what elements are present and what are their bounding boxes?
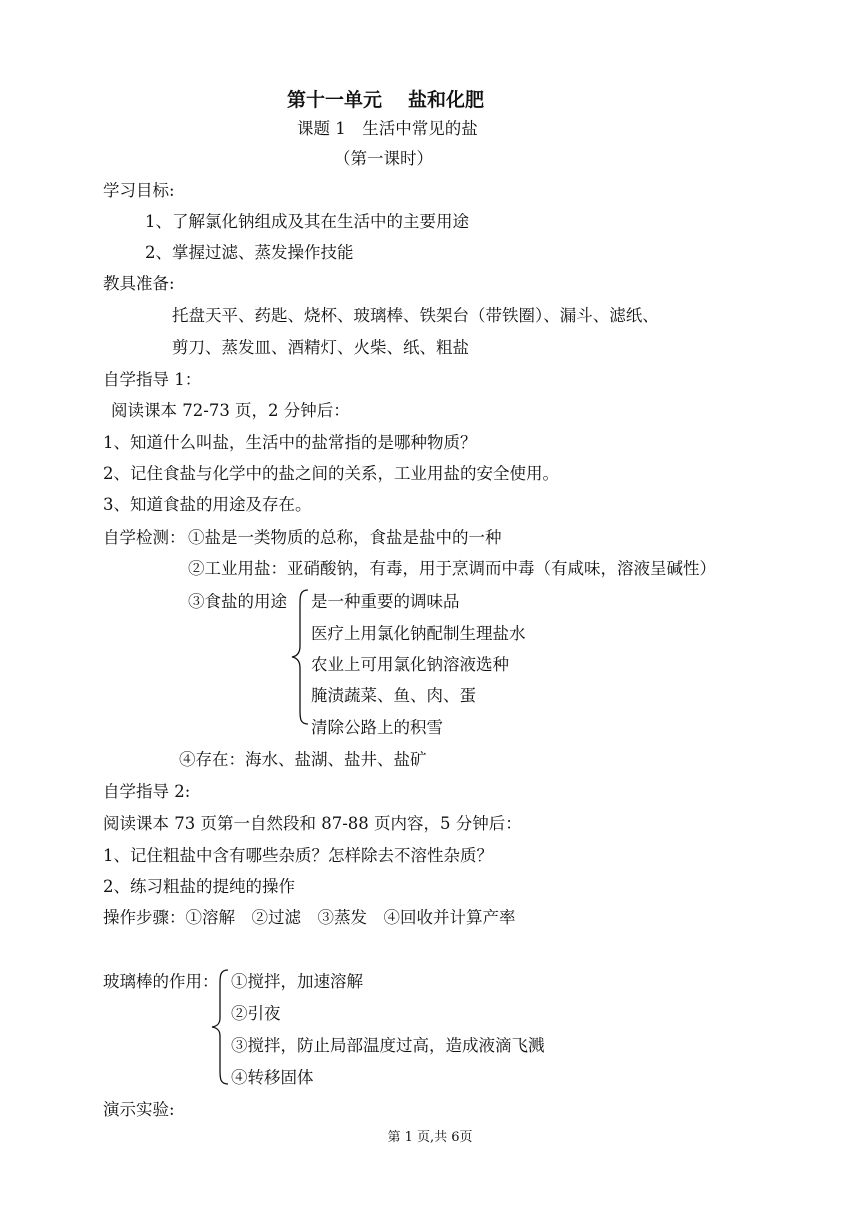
- glass-rod-brace: [208, 968, 232, 1086]
- glass-rod-role: ④转移固体: [231, 1068, 314, 1087]
- goal-item: 2、掌握过滤、蒸发操作技能: [145, 243, 354, 262]
- check-item: ①盐是一类物质的总称，食盐是盐中的一种: [188, 528, 502, 547]
- guide2-item: 2、练习粗盐的提纯的操作: [103, 877, 295, 896]
- glass-rod-role: ②引夜: [231, 1004, 281, 1023]
- materials-heading: 教具准备:: [103, 274, 175, 293]
- glass-rod-role: ③搅拌，防止局部温度过高，造成液滴飞溅: [231, 1036, 545, 1055]
- guide1-heading: 自学指导 1：: [103, 370, 202, 389]
- unit-title: [287, 88, 484, 112]
- materials-line: 剪刀、蒸发皿、酒精灯、火柴、纸、粗盐: [172, 338, 469, 357]
- guide1-item: 1、知道什么叫盐，生活中的盐常指的是哪种物质？: [103, 433, 477, 452]
- guide2-heading: 自学指导 2:: [103, 782, 191, 801]
- guide1-intro: 阅读课本 72-73 页，2 分钟后：: [111, 401, 350, 420]
- check-uses-label: ③食盐的用途: [188, 592, 287, 611]
- uses-brace: [288, 588, 312, 726]
- demo-heading: 演示实验:: [103, 1100, 175, 1119]
- salt-use-item: 是一种重要的调味品: [311, 592, 460, 611]
- lesson-period: （第一课时）: [334, 149, 433, 168]
- goals-heading: 学习目标:: [103, 181, 175, 200]
- salt-use-item: 清除公路上的积雪: [311, 718, 443, 737]
- unit-number: 第十一单元: [287, 89, 383, 111]
- guide2-intro: 阅读课本 73 页第一自然段和 87-88 页内容，5 分钟后：: [103, 814, 522, 833]
- page-footer: 第 1 页,共 6页: [387, 1130, 473, 1145]
- check-heading: 自学检测：: [103, 528, 186, 547]
- salt-use-item: 农业上可用氯化钠溶液选种: [311, 655, 509, 674]
- guide2-item: 1、记住粗盐中含有哪些杂质？怎样除去不溶性杂质？: [103, 846, 493, 865]
- check-item: ④存在：海水、盐湖、盐井、盐矿: [179, 750, 427, 769]
- lesson-subtitle: 课题 1 生活中常见的盐: [297, 119, 478, 138]
- glass-rod-label: 玻璃棒的作用：: [103, 972, 219, 991]
- unit-name: 盐和化肥: [408, 89, 485, 111]
- materials-line: 托盘天平、药匙、烧杯、玻璃棒、铁架台（带铁圈）、漏斗、滤纸、: [172, 306, 659, 325]
- glass-rod-role: ①搅拌，加速溶解: [231, 972, 363, 991]
- guide1-item: 2、记住食盐与化学中的盐之间的关系，工业用盐的安全使用。: [103, 464, 559, 483]
- salt-use-item: 腌渍蔬菜、鱼、肉、蛋: [311, 686, 476, 705]
- goal-item: 1、了解氯化钠组成及其在生活中的主要用途: [145, 212, 469, 231]
- salt-use-item: 医疗上用氯化钠配制生理盐水: [311, 624, 526, 643]
- operation-steps: 操作步骤：①溶解 ②过滤 ③蒸发 ④回收并计算产率: [103, 908, 516, 927]
- check-item: ②工业用盐：亚硝酸钠，有毒，用于烹调而中毒（有咸味，溶液呈碱性）: [188, 559, 716, 578]
- guide1-item: 3、知道食盐的用途及存在。: [103, 495, 312, 514]
